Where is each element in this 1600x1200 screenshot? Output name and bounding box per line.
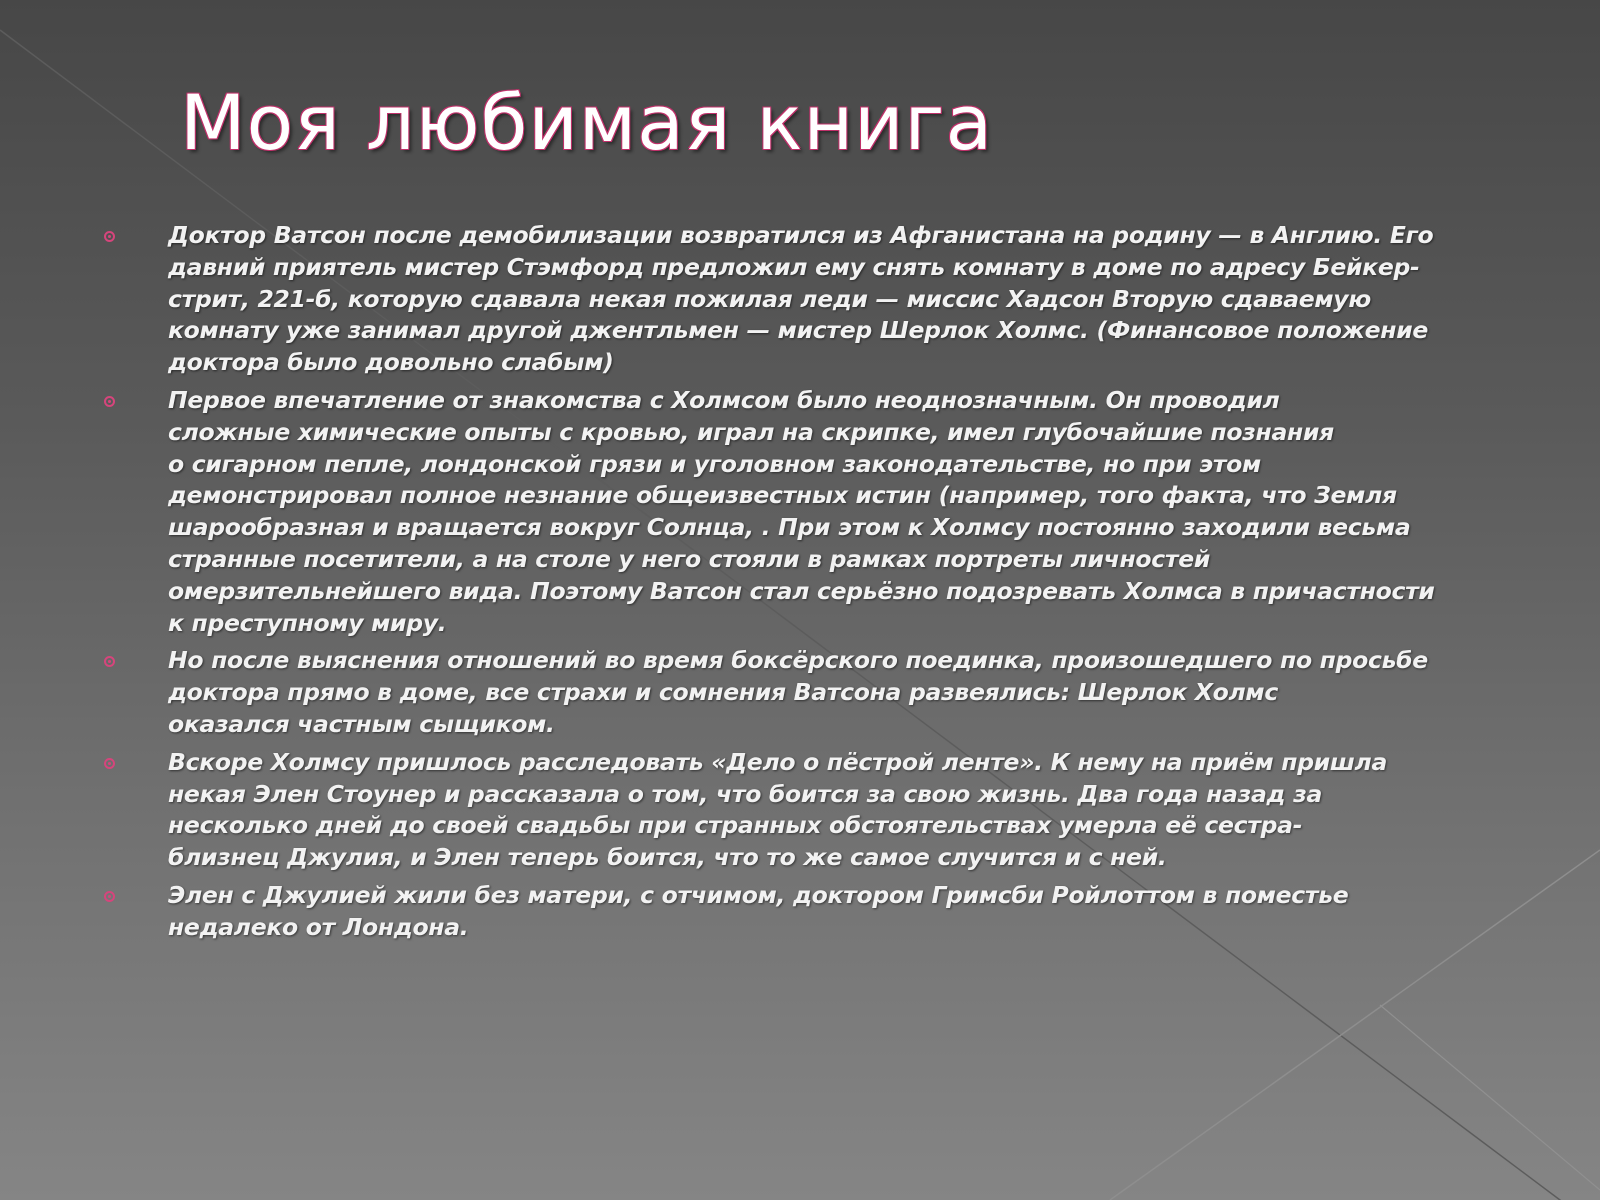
list-item — [100, 645, 1500, 740]
bullet-icon — [104, 396, 115, 407]
bg-diagonal-line-3 — [1380, 1005, 1600, 1190]
slide-title: Моя любимая книга — [180, 78, 994, 167]
bullet-icon — [104, 891, 115, 902]
bullet-text: Но после выяснения отношений во время боксёрского поединка, произошедшего по просьбе доктора прямо в доме, все страхи и сомнения Ватсона развеялись: Шерлок Холмс оказался частным сыщиком. — [168, 646, 1428, 738]
bullet-icon — [104, 656, 115, 667]
list-item — [100, 880, 1500, 944]
list-item — [100, 747, 1500, 874]
bullet-text: Доктор Ватсон после демобилизации возвратился из Афганистана на родину — в Англию. Его давний приятель мистер Стэмфорд предложил ему снять комнату в доме по адресу Бейкер- стрит, 221-б, которую сдавала некая пожилая леди — миссис Хадсон Вторую сдаваемую комнату уже занимал другой джентльмен — мистер Шерлок Холмс. (Финансовое положение доктора было довольно слабым) — [168, 221, 1434, 377]
list-item — [100, 220, 1500, 379]
bullet-text: Первое впечатление от знакомства с Холмсом было неоднозначным. Он проводил сложные химические опыты с кровью, играл на скрипке, имел глубочайшие познания о сигарном пепле, лондонской грязи и уголовном законодательстве, но при этом демонстрировал полное незнание общеизвестных истин (например, того факта, что Земля шарообразная и вращается вокруг Солнца, . При этом к Холмсу постоянно заходили весьма странные посетители, а на столе у него стояли в рамках портреты личностей омерзительнейшего вида. Поэтому Ватсон стал серьёзно подозревать Холмса в причастности к преступному миру. — [168, 385, 1435, 637]
bullet-icon — [104, 758, 115, 769]
list-item — [100, 385, 1500, 639]
bullet-text: Элен с Джулией жили без матери, с отчимом, доктором Гримсби Ройлоттом в поместье недалеко от Лондона. — [168, 880, 1349, 941]
bullet-icon — [104, 231, 115, 242]
bullet-list — [100, 220, 1500, 950]
bullet-text: Вскоре Холмсу пришлось расследовать «Дело о пёстрой ленте». К нему на приём пришла некая Элен Стоунер и рассказала о том, что боится за свою жизнь. Два года назад за несколько дней до своей свадьбы при странных обстоятельствах умерла её сестра- близнец Джулия, и Элен теперь боится, что то же самое случится и с ней. — [168, 747, 1388, 872]
